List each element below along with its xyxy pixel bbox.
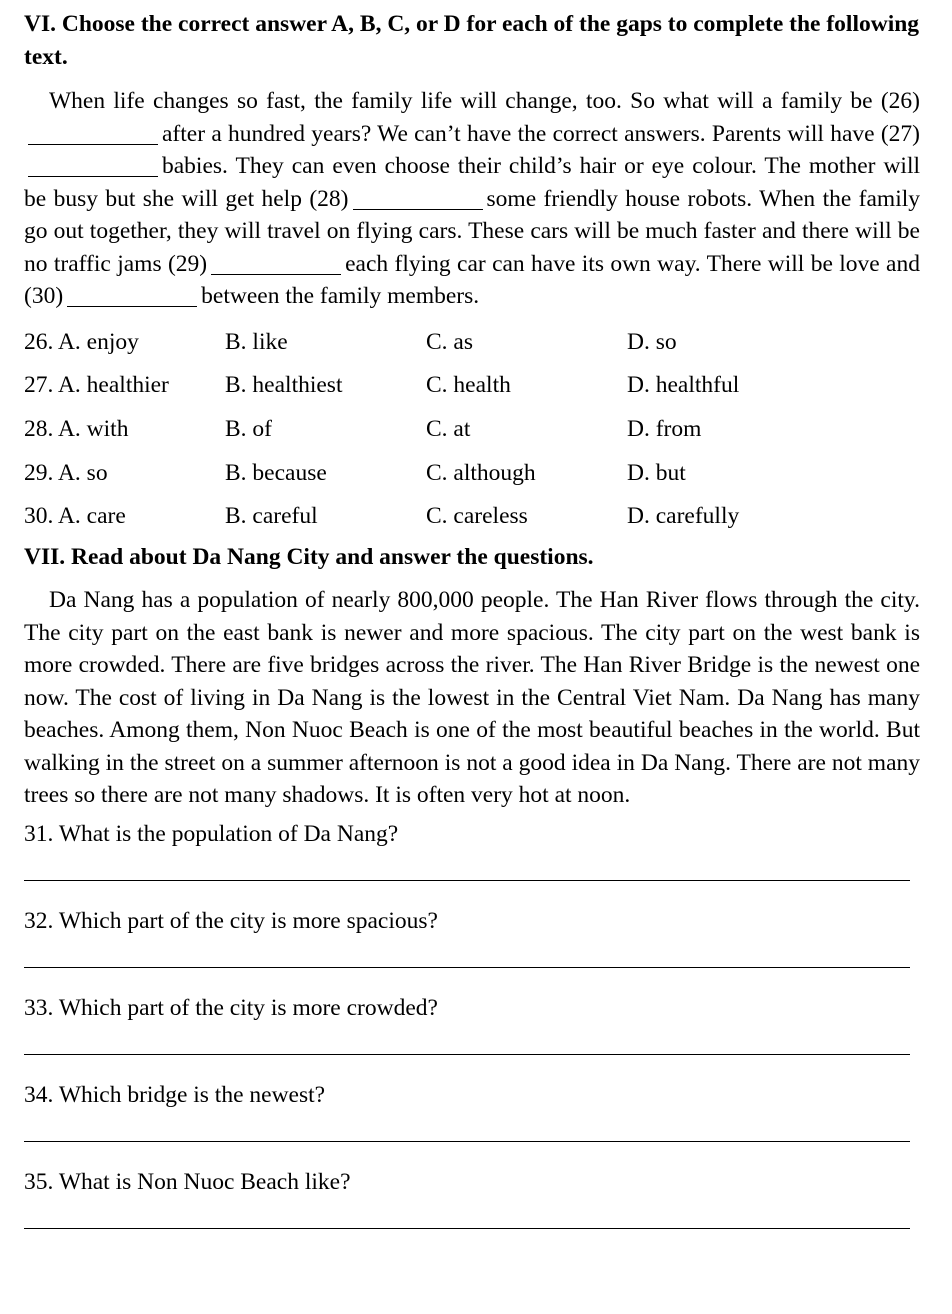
- option-a[interactable]: 29. A. so: [24, 459, 108, 486]
- option-row-29: [24, 451, 920, 495]
- option-c[interactable]: C. at: [426, 415, 471, 442]
- question-text: 33. Which part of the city is more crowded?: [24, 994, 438, 1021]
- option-d[interactable]: D. so: [627, 328, 677, 355]
- question-33: [24, 992, 920, 1079]
- question-text: 32. Which part of the city is more spacious?: [24, 907, 438, 934]
- option-a[interactable]: 27. A. healthier: [24, 372, 169, 399]
- option-b[interactable]: B. of: [225, 415, 272, 442]
- question-34: [24, 1079, 920, 1166]
- option-b[interactable]: B. careful: [225, 503, 318, 530]
- option-c[interactable]: C. as: [426, 328, 473, 355]
- option-d[interactable]: D. healthful: [627, 372, 740, 399]
- passage-segment: When life changes so fast, the family life will change, too. So what will a family be (26): [49, 88, 920, 114]
- option-d[interactable]: D. from: [627, 415, 702, 442]
- option-d[interactable]: D. but: [627, 459, 686, 486]
- option-row-28: [24, 408, 920, 452]
- option-a[interactable]: 30. A. care: [24, 503, 126, 530]
- section-6-passage: [24, 85, 920, 313]
- question-text: 35. What is Non Nuoc Beach like?: [24, 1168, 351, 1195]
- section-7-passage: Da Nang has a population of nearly 800,000 people. The Han River flows through the city. The city part on the east bank is newer and more spacious. The city part on the west bank is more crowded. There are five bridges across the river. The Han River Bridge is the newest one now. The cost of living in Da Nang is the lowest in the Central Viet Nam. Da Nang has many beaches. Among them, Non Nuoc Beach is one of the most beautiful beaches in the world. But walking in the street on a summer afternoon is not a good idea in Da Nang. There are not many trees so there are not many shadows. It is often very hot at noon.: [24, 587, 920, 809]
- question-list: [24, 818, 920, 1253]
- option-row-30: [24, 495, 920, 539]
- worksheet-page: [24, 8, 920, 1253]
- passage-segment: after a hundred years? We can’t have the correct answers. Parents will have (27): [162, 120, 920, 147]
- answer-blank-28[interactable]: [353, 185, 483, 210]
- question-32: [24, 905, 920, 992]
- question-31: [24, 818, 920, 905]
- answer-line[interactable]: [24, 880, 910, 881]
- passage-segment: some friendly house robots. When the family go out together, they will travel on flying cars. These cars will be much faster and there will be no traffic jams (29): [24, 185, 921, 277]
- question-text: 34. Which bridge is the newest?: [24, 1081, 326, 1108]
- option-b[interactable]: B. healthiest: [225, 372, 343, 399]
- passage-segment: babies. They can even choose their child’s hair or eye colour. The mother will be busy but she will get help (28): [24, 153, 920, 212]
- option-a[interactable]: 28. A. with: [24, 415, 129, 442]
- answer-line[interactable]: [24, 1228, 910, 1229]
- answer-line[interactable]: [24, 967, 910, 968]
- option-row-27: [24, 364, 920, 408]
- answer-line[interactable]: [24, 1141, 910, 1142]
- option-c[interactable]: C. careless: [426, 503, 528, 530]
- option-c[interactable]: C. health: [426, 372, 511, 399]
- answer-blank-30[interactable]: [67, 283, 197, 308]
- option-a[interactable]: 26. A. enjoy: [24, 328, 139, 355]
- option-row-26: [24, 321, 920, 365]
- passage-segment: each flying car can have its own way. There will be love and (30): [24, 250, 920, 309]
- answer-blank-27[interactable]: [28, 153, 158, 178]
- option-c[interactable]: C. although: [426, 459, 536, 486]
- question-text: 31. What is the population of Da Nang?: [24, 820, 399, 847]
- answer-blank-29[interactable]: [211, 250, 341, 275]
- option-b[interactable]: B. like: [225, 328, 288, 355]
- answer-blank-26[interactable]: [28, 120, 158, 145]
- option-d[interactable]: D. carefully: [627, 503, 740, 530]
- option-b[interactable]: B. because: [225, 459, 327, 486]
- section-7-heading: VII. Read about Da Nang City and answer the questions.: [24, 544, 594, 571]
- answer-line[interactable]: [24, 1054, 910, 1055]
- section-6-heading: VI. Choose the correct answer A, B, C, or D for each of the gaps to complete the following text.: [24, 11, 920, 70]
- passage-segment: between the family members.: [201, 283, 480, 309]
- answer-options: [24, 321, 920, 539]
- question-35: [24, 1166, 920, 1253]
